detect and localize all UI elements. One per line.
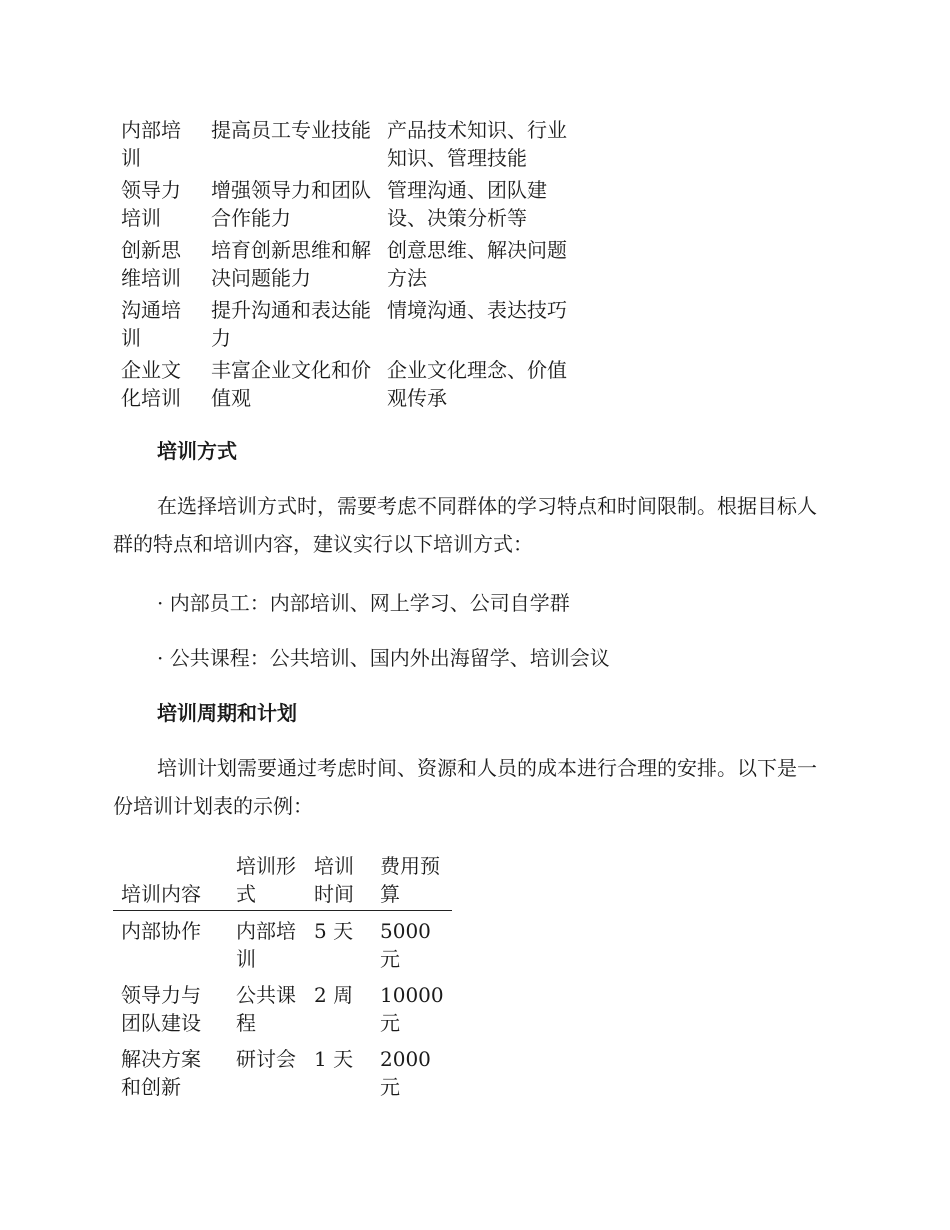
table-cell: 研讨会: [236, 1047, 296, 1071]
table-cell: 公共课程: [236, 983, 296, 1035]
column-header: 费用预算: [372, 850, 452, 911]
table-cell: 内部培训: [236, 919, 296, 971]
table-cell: 提升沟通和表达能力: [211, 298, 371, 350]
column-header: 培训时间: [306, 850, 372, 911]
section-heading-methods: 培训方式: [157, 439, 237, 463]
table-row: [113, 975, 452, 1039]
table-cell: 2000 元: [380, 1047, 431, 1099]
table-cell: 情境沟通、表达技巧: [387, 298, 567, 322]
table-cell: 领导力与团队建设: [121, 983, 201, 1035]
table-row: [113, 1039, 452, 1103]
table-cell: 产品技术知识、行业知识、管理技能: [387, 118, 567, 170]
table-cell: 5 天: [314, 919, 354, 943]
table-cell: 内部协作: [121, 919, 201, 943]
table-cell: 解决方案和创新: [121, 1047, 201, 1099]
plan-paragraph: 培训计划需要通过考虑时间、资源和人员的成本进行合理的安排。以下是一份培训计划表的示例：: [113, 756, 817, 818]
table-cell: 内部培训: [121, 118, 181, 170]
table-cell: 领导力培训: [121, 178, 181, 230]
table-row: [113, 114, 591, 174]
table-cell: 创意思维、解决问题方法: [387, 238, 567, 290]
table-row: [113, 294, 591, 354]
section-heading-plan: 培训周期和计划: [157, 701, 297, 725]
table-row: [113, 174, 591, 234]
table-cell: 5000 元: [380, 919, 431, 971]
table-cell: 10000 元: [380, 983, 444, 1035]
table-cell: 2 周: [314, 983, 354, 1007]
table-header-row: [113, 850, 452, 911]
table-cell: 增强领导力和团队合作能力: [211, 178, 371, 230]
methods-bullet-item: · 公共课程：公共培训、国内外出海留学、培训会议: [157, 646, 610, 670]
table-cell: 1 天: [314, 1047, 354, 1071]
table-cell: 管理沟通、团队建设、决策分析等: [387, 178, 547, 230]
column-header: 培训形式: [228, 850, 306, 911]
table-row: [113, 911, 452, 976]
table-cell: 丰富企业文化和价值观: [211, 358, 371, 410]
table-cell: 企业文化培训: [121, 358, 181, 410]
methods-bullet-item: · 内部员工：内部培训、网上学习、公司自学群: [157, 591, 570, 615]
table-row: [113, 234, 591, 294]
table-cell: 沟通培训: [121, 298, 181, 350]
column-header: 培训内容: [113, 850, 228, 911]
training-types-table: [113, 114, 591, 414]
table-row: [113, 354, 591, 414]
table-cell: 提高员工专业技能: [211, 118, 371, 142]
table-cell: 企业文化理念、价值观传承: [387, 358, 567, 410]
table-cell: 培育创新思维和解决问题能力: [211, 238, 371, 290]
training-plan-table: [113, 850, 452, 1103]
methods-paragraph: 在选择培训方式时，需要考虑不同群体的学习特点和时间限制。根据目标人群的特点和培训内容，建议实行以下培训方式：: [113, 494, 817, 556]
table-cell: 创新思维培训: [121, 238, 181, 290]
